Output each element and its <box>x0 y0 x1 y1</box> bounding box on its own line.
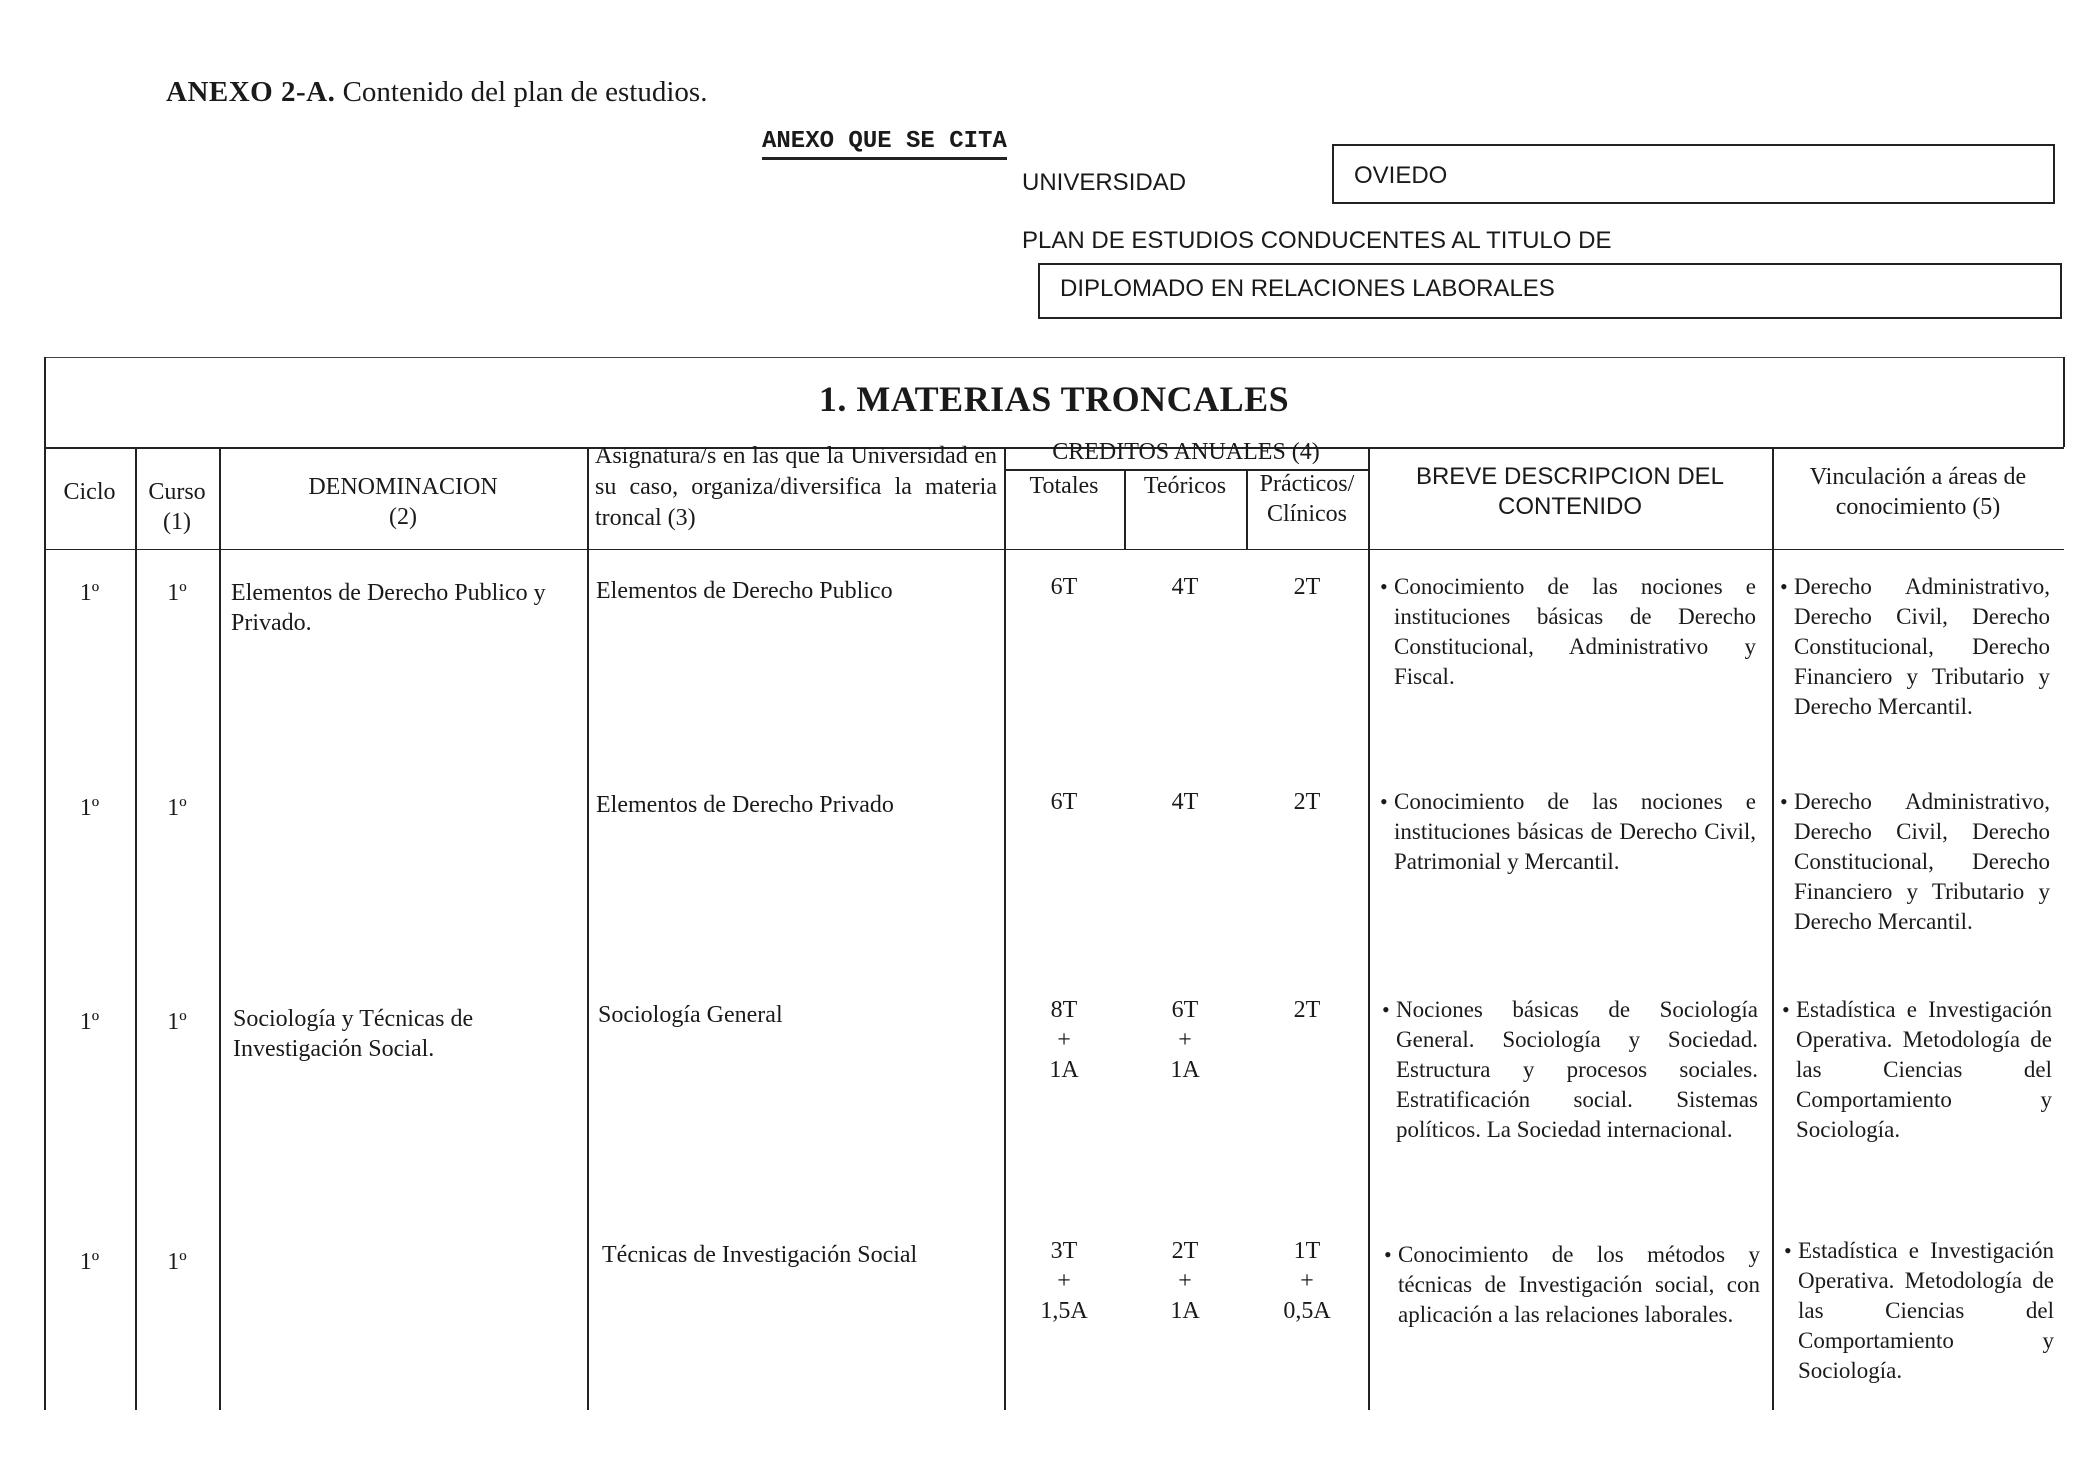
header-ciclo: Ciclo <box>63 479 116 505</box>
row4-ciclo: 1º <box>79 1249 100 1275</box>
row2-teoricos: 4T <box>1171 789 1199 815</box>
row2-curso: 1º <box>167 795 187 821</box>
universidad-value: OVIEDO <box>1354 162 1448 189</box>
row3-teoricos: 6T + 1A <box>1170 997 1200 1083</box>
row3-descripcion: • Nociones básicas de Sociología General. Sociología y Sociedad. Estructura y procesos sociales. Estratificación social. Sistemas políticos. La Sociedad internacional. <box>1382 995 1758 1145</box>
row2-ciclo: 1º <box>79 795 100 821</box>
row2-descripcion: • Conocimiento de las nociones e instituciones básicas de Derecho Civil, Patrimonial y Mercantil. <box>1380 787 1756 877</box>
row4-practicos: 1T + 0,5A <box>1283 1238 1331 1324</box>
universidad-box <box>1332 144 2055 204</box>
bullet-icon: • <box>1782 997 1790 1022</box>
row4-teoricos: 2T + 1A <box>1170 1238 1200 1324</box>
row3-ciclo: 1º <box>79 1009 100 1035</box>
bullet-icon: • <box>1380 789 1388 814</box>
col-divider-denominacion <box>587 447 589 1410</box>
row4-asignatura: Técnicas de Investigación Social <box>602 1242 918 1268</box>
bullet-icon: • <box>1780 574 1788 599</box>
col-divider-curso <box>219 447 221 1410</box>
col-divider-creditos <box>1368 447 1370 1410</box>
bullet-icon: • <box>1382 997 1390 1022</box>
header-denominacion: DENOMINACION (2) <box>308 474 498 530</box>
row1-vinculacion: • Derecho Administrativo, Derecho Civil, Derecho Constitucional, Derecho Financiero y Tributario y Derecho Mercantil. <box>1780 572 2050 722</box>
header-practicos: Prácticos/ Clínicos <box>1259 471 1355 527</box>
col-divider-descripcion <box>1772 447 1774 1410</box>
row1-ciclo: 1º <box>79 580 100 606</box>
table-top-border <box>44 357 2064 358</box>
row1-denominacion: Elementos de Derecho Publico y Privado. <box>231 580 546 636</box>
row3-totales: 8T + 1A <box>1049 997 1079 1083</box>
universidad-label: UNIVERSIDAD <box>1022 169 1187 196</box>
row1-practicos: 2T <box>1293 574 1321 600</box>
header-creditos: CREDITOS ANUALES (4) <box>1052 439 1320 465</box>
row2-totales: 6T <box>1050 789 1078 815</box>
row1-asignatura: Elementos de Derecho Publico <box>596 578 893 604</box>
row3-curso: 1º <box>167 1009 187 1035</box>
plan-box <box>1038 263 2062 319</box>
row3-vinculacion: • Estadística e Investigación Operativa. Metodología de las Ciencias del Comportamiento y Sociología. <box>1782 995 2052 1145</box>
section-title: 1. MATERIAS TRONCALES <box>818 379 1290 419</box>
header-descripcion: BREVE DESCRIPCION DEL CONTENIDO <box>1415 463 1725 520</box>
header-divider <box>44 549 2064 550</box>
header-totales: Totales <box>1029 473 1099 499</box>
row2-asignatura: Elementos de Derecho Privado <box>596 792 894 818</box>
bullet-icon: • <box>1380 574 1388 599</box>
row1-descripcion: • Conocimiento de las nociones e instituciones básicas de Derecho Constitucional, Administrativo y Fiscal. <box>1380 572 1756 692</box>
row4-totales: 3T + 1,5A <box>1040 1238 1088 1324</box>
annex-cita-heading: ANEXO QUE SE CITA <box>762 128 1007 160</box>
bullet-icon: • <box>1780 789 1788 814</box>
row1-curso: 1º <box>167 580 187 606</box>
row3-denominacion: Sociología y Técnicas de Investigación Social. <box>233 1006 474 1062</box>
header-vinculacion: Vinculación a áreas de conocimiento (5) <box>1809 464 2027 520</box>
row2-practicos: 2T <box>1293 789 1321 815</box>
plan-value: DIPLOMADO EN RELACIONES LABORALES <box>1060 275 1555 302</box>
header-asignaturas: Asignatura/s en las que la Universidad en su caso, organiza/diversifica la materia troncal (3) <box>595 443 997 531</box>
plan-label: PLAN DE ESTUDIOS CONDUCENTES AL TITULO DE <box>1022 227 1612 254</box>
row1-teoricos: 4T <box>1171 574 1199 600</box>
row4-descripcion: • Conocimiento de los métodos y técnicas de Investigación social, con aplicación a las relaciones laborales. <box>1384 1240 1760 1330</box>
annex-title: ANEXO 2-A. Contenido del plan de estudios. <box>166 76 708 108</box>
row3-asignatura: Sociología General <box>598 1002 783 1028</box>
row4-curso: 1º <box>167 1249 187 1275</box>
bullet-icon: • <box>1384 1242 1392 1267</box>
row3-practicos: 2T <box>1293 997 1321 1023</box>
row1-totales: 6T <box>1050 574 1078 600</box>
row4-vinculacion: • Estadística e Investigación Operativa. Metodología de las Ciencias del Comportamiento y Sociología. <box>1784 1236 2054 1386</box>
header-teoricos: Teóricos <box>1143 473 1227 499</box>
header-curso: Curso (1) <box>148 479 206 535</box>
row2-vinculacion: • Derecho Administrativo, Derecho Civil, Derecho Constitucional, Derecho Financiero y Tributario y Derecho Mercantil. <box>1780 787 2050 937</box>
bullet-icon: • <box>1784 1238 1792 1263</box>
